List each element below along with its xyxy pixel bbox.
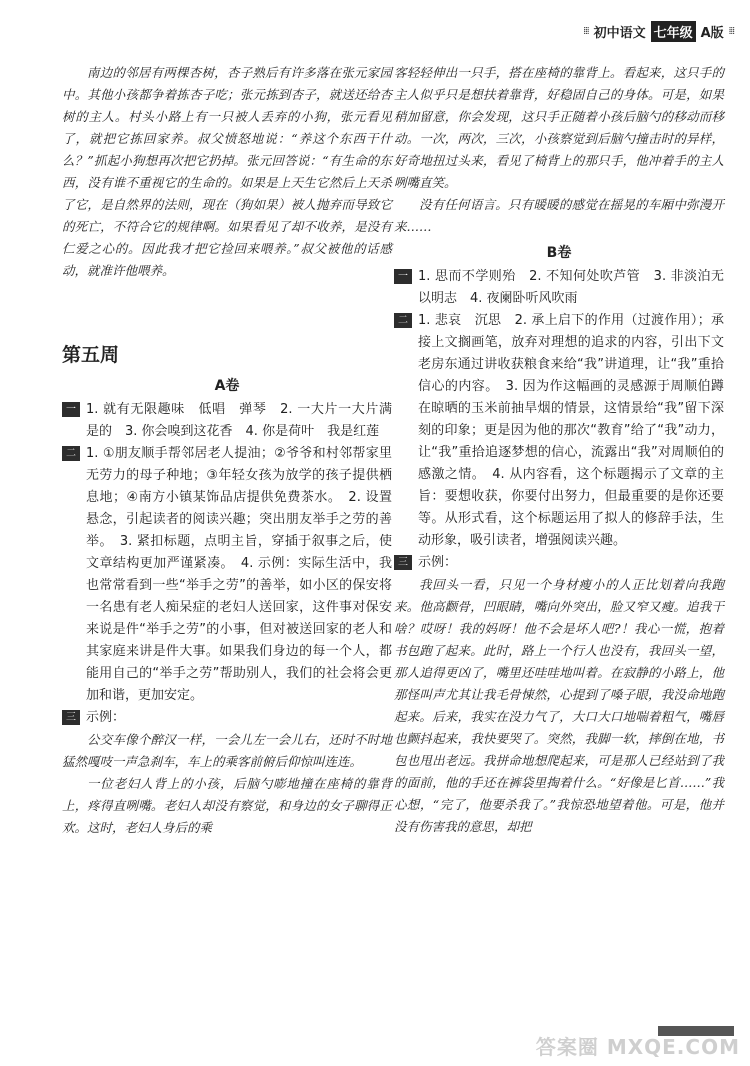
decorative-dots-right: ⁞⁞⁞: [728, 25, 734, 37]
header-subject: 初中语文: [593, 25, 646, 41]
answer-text: 1. 悲哀 沉思 2. 承上启下的作用（过渡作用）；承接上文搁画笔，放弃对理想的追求的内容，引出下文老房东通过讲收获粮食来给“我”讲道理，让“我”重拾信心的内容。 3. 因为作这幅画的灵感源于周顺伯蹲在晾晒的玉米前抽旱烟的情景，这情景给“我”留下深刻的印象；更是因为他的那次“教育”给了“我”动力，让“我”重拾追逐梦想的信心，流露出“我”对周顺伯的感激之情。 4. 从内容看，这个标题揭示了文章的主旨：要想收获，你要付出努力，但最重要的是你还要等。从形式看，这个标题运用了拟人的修辞手法，生动形象，吸引读者，增强阅读兴趣。: [418, 313, 724, 548]
question-number-badge: 二: [394, 313, 412, 328]
answer-item-3: [394, 552, 724, 574]
essay-paragraph: 我回头一看，只见一个身材瘦小的人正比划着向我跑来。他高颧骨，凹眼睛，嘴向外突出，脸又窄又瘦。追我干啥？哎呀！我的妈呀！他不会是坏人吧?！我心一慌，抱着书包跑了起来。此时，路上一个行人也没有，我回头一望，那人追得更凶了，嘴里还哇哇地叫着。在寂静的小路上，他那怪叫声尤其让我毛骨悚然，心提到了嗓子眼，我没命地跑起来。后来，我实在没力气了，大口大口地喘着粗气，嘴唇也颤抖起来，我快要哭了。突然，我脚一软，摔倒在地，书包也甩出老远。我拼命地想爬起来，可是那人已经站到了我的面前，他的手还在裤袋里掏着什么。“好像是匕首……”我心想，“完了，他要杀我了。”我惊恐地望着他。可是，他并没有伤害我的意思，却把: [394, 577, 724, 834]
essay-paragraph: 一位老妇人背上的小孩，后脑勺嘭地撞在座椅的靠背上，疼得直咧嘴。老妇人却没有察觉，和身边的女子聊得正欢。这时，老妇人身后的乘: [62, 776, 392, 835]
section-a-title: A卷: [214, 378, 240, 394]
answer-item-1: [394, 266, 724, 310]
right-column: [394, 62, 724, 838]
answer-text: 1. 思而不学则殆 2. 不知何处吹芦管 3. 非淡泊无以明志 4. 夜阑卧听风吹雨: [418, 269, 724, 306]
answer-text: 1. 就有无限趣味 低唱 弹琴 2. 一大片一大片满是的 3. 你会嗅到这花香 4. 你是荷叶 我是红莲: [86, 402, 392, 439]
question-number-badge: 一: [62, 402, 80, 417]
answer-item-2: [62, 443, 392, 707]
header-grade: 七年级: [651, 21, 696, 42]
page-header: [583, 20, 734, 42]
translation-paragraph: 南边的邻居有两棵杏树，杏子熟后有许多落在张元家园中。其他小孩都争着拣杏子吃；张元拣到杏子，就送还给杏树的主人。村头小路上有一只被人丢弃的小狗，张元看见了，就把它拣回家养。叔父愤怒地说：“养这个东西干什么？”抓起小狗想再次把它扔掉。张元回答说：“有生命的东西，没有谁不重视它的生命的。如果是上天生它然后上天杀了它，是自然界的法则，现在（狗如果）被人抛弃而导致它的死亡，不符合它的规律啊。如果看见了却不收养，是没有仁爱之心的。因此我才把它捡回来喂养。”叔父被他的话感动，就准许他喂养。: [62, 65, 392, 278]
answer-item-2: [394, 310, 724, 552]
question-number-badge: 二: [62, 446, 80, 461]
left-column: [62, 62, 392, 839]
answer-text: 1. ①朋友顺手帮邻居老人提油；②爷爷和村邻帮家里无劳力的母子种地；③年轻女孩为放学的孩子提供栖息地；④南方小镇某饰品店提供免费茶水。 2. 设置悬念，引起读者的阅读兴趣；突出朋友举手之劳的善举。 3. 紧扣标题，点明主旨，穿插于叙事之后，使文章结构更加严谨紧凑。 4. 示例：实际生活中，我也常常看到一些“举手之劳”的善举，如小区的保安将一名患有老人痴呆症的老妇人送回家，这件事对保安来说是件“举手之劳”的小事，但对被送回家的老人和其家庭来讲是件大事。如果我们身边的每一个人，都能用自己的“举手之劳”帮助别人，我们的社会将会更加和谐，更加安定。: [86, 446, 392, 703]
essay-paragraph: 没有任何语言。只有暖暖的感觉在摇晃的车厢中弥漫开来……: [394, 197, 724, 234]
question-number-badge: 一: [394, 269, 412, 284]
decorative-dots-left: ⁞⁞⁞: [583, 25, 589, 37]
example-label: 示例：: [418, 555, 458, 570]
essay-paragraph: 公交车像个醉汉一样，一会儿左一会儿右，还时不时地猛然嘎吱一声急刹车，车上的乘客前俯后仰惊叫连连。: [62, 732, 392, 769]
answer-item-3: [62, 707, 392, 729]
answer-item-1: [62, 399, 392, 443]
header-edition: A版: [700, 25, 724, 41]
example-label: 示例：: [86, 710, 126, 725]
section-b-title: B卷: [546, 245, 572, 261]
question-number-badge: 三: [62, 710, 80, 725]
watermark-logo: 答案圈 MXQE.COM: [535, 1035, 740, 1059]
essay-paragraph: 客轻轻伸出一只手，搭在座椅的靠背上。看起来，这只手的主人似乎只是想扶着靠背，好稳固自己的身体。可是，如果稍加留意，你会发现，这只手正随着小孩后脑勺的移动而移动。一次，两次，三次，小孩察觉到后脑勺撞击时的异样，好奇地扭过头来，看见了椅背上的那只手，他冲着手的主人咧嘴直笑。: [394, 65, 724, 190]
week-title: 第五周: [62, 344, 120, 366]
question-number-badge: 三: [394, 555, 412, 570]
